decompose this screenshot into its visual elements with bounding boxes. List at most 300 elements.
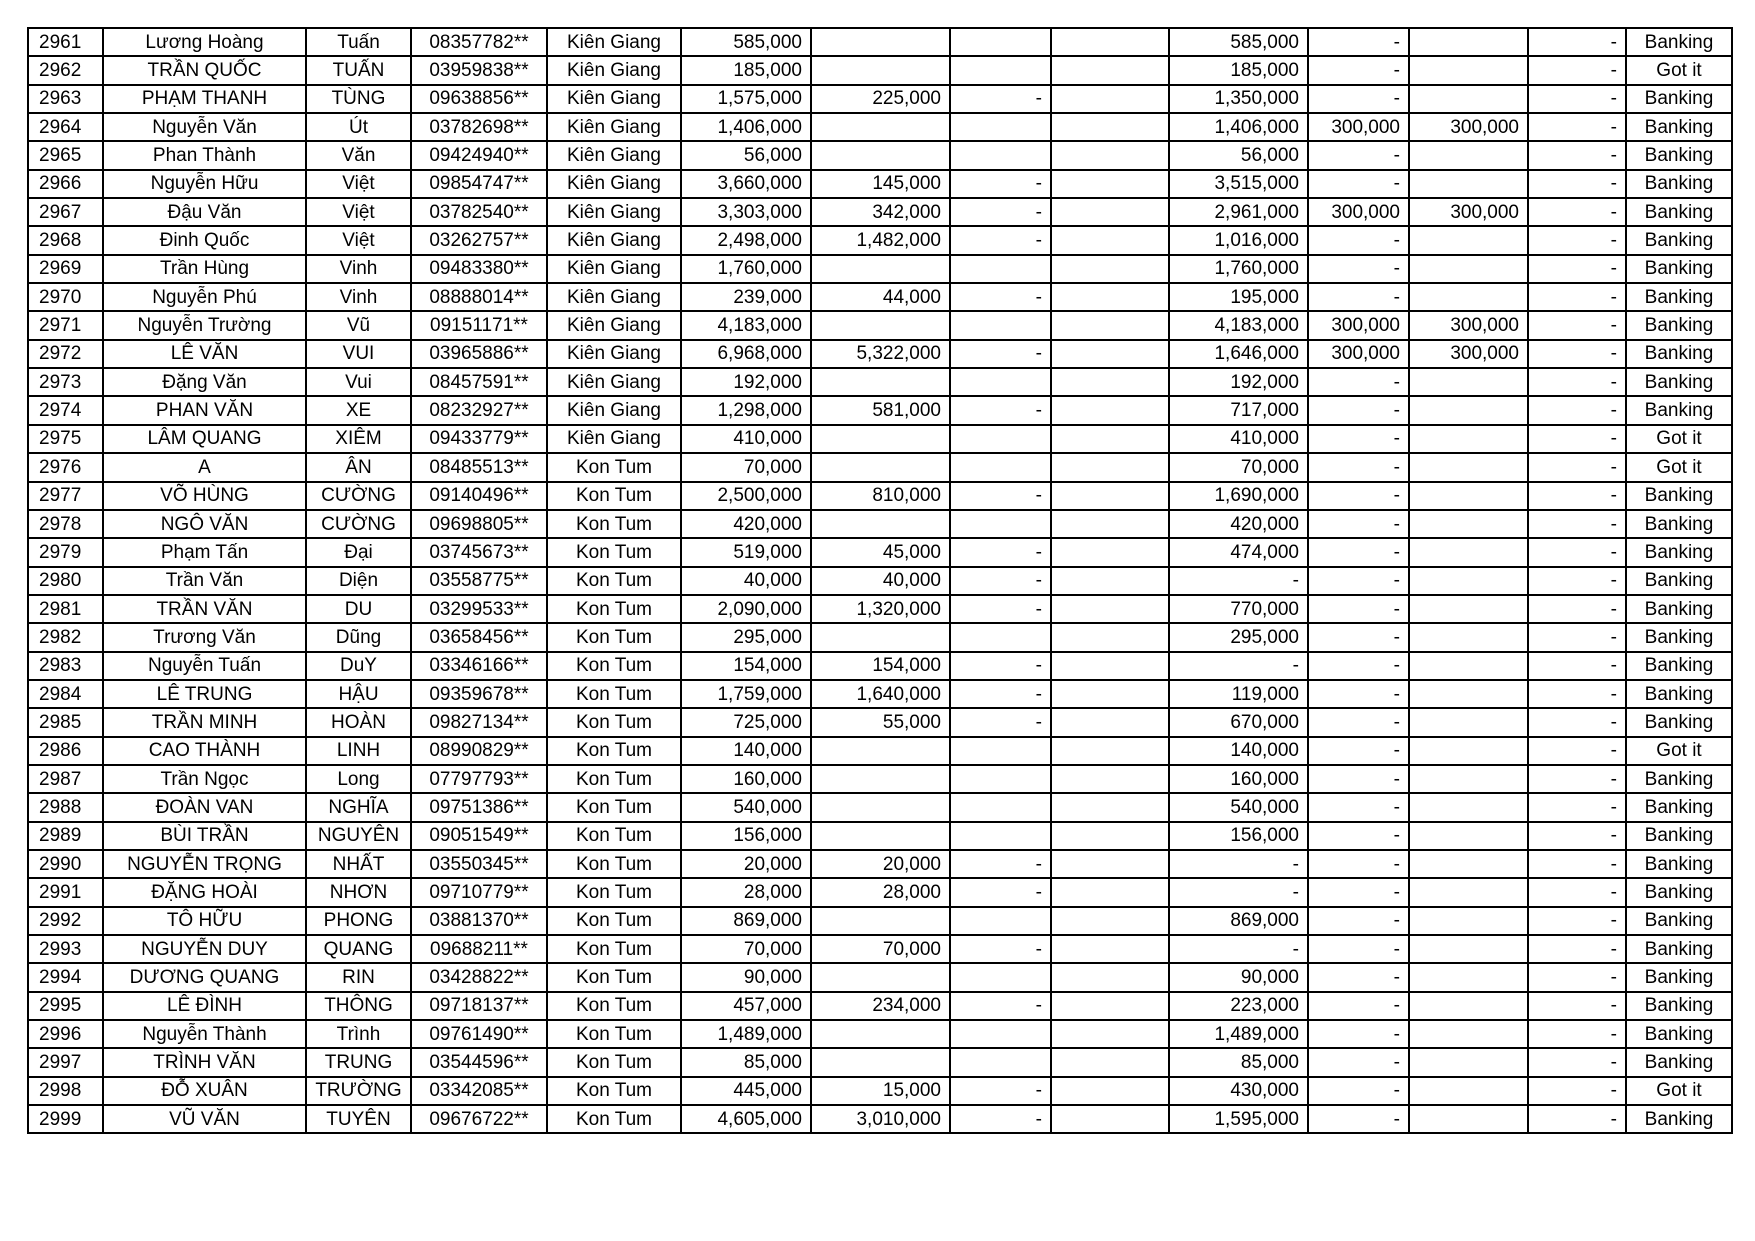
table-row xyxy=(28,56,1732,84)
cell-remaining-amount: 1,016,000 xyxy=(1169,226,1308,254)
cell-index: 2961 xyxy=(28,28,103,56)
cell-given-name: Việt xyxy=(306,198,411,226)
cell-phone: 03550345** xyxy=(411,850,547,878)
cell-payment-3: - xyxy=(1528,283,1626,311)
cell-deduction xyxy=(811,963,950,991)
cell-payment-3: - xyxy=(1528,538,1626,566)
cell-remaining-amount: 1,760,000 xyxy=(1169,255,1308,283)
cell-remaining-amount: 195,000 xyxy=(1169,283,1308,311)
cell-payment-3: - xyxy=(1528,907,1626,935)
cell-deduction-flag xyxy=(950,623,1051,651)
cell-payment-1: - xyxy=(1308,170,1409,198)
cell-index: 2970 xyxy=(28,283,103,311)
cell-blank xyxy=(1051,226,1169,254)
cell-index: 2964 xyxy=(28,113,103,141)
cell-deduction xyxy=(811,425,950,453)
cell-remaining-amount: 1,489,000 xyxy=(1169,1020,1308,1048)
cell-deduction-flag xyxy=(950,425,1051,453)
cell-given-name: Diện xyxy=(306,567,411,595)
cell-given-name: Vui xyxy=(306,368,411,396)
cell-payment-method: Banking xyxy=(1626,396,1732,424)
cell-payment-2 xyxy=(1409,822,1528,850)
cell-remaining-amount: 585,000 xyxy=(1169,28,1308,56)
cell-given-name: NGHĨA xyxy=(306,793,411,821)
cell-blank xyxy=(1051,482,1169,510)
cell-payment-3: - xyxy=(1528,1077,1626,1105)
cell-payment-1: - xyxy=(1308,425,1409,453)
cell-deduction-flag: - xyxy=(950,283,1051,311)
cell-family-name: Lương Hoàng xyxy=(103,28,306,56)
cell-given-name: TUYÊN xyxy=(306,1105,411,1133)
cell-deduction xyxy=(811,1020,950,1048)
cell-given-name: Văn xyxy=(306,141,411,169)
cell-index: 2972 xyxy=(28,340,103,368)
cell-payment-method: Banking xyxy=(1626,765,1732,793)
cell-payment-3: - xyxy=(1528,708,1626,736)
cell-given-name: ÂN xyxy=(306,453,411,481)
cell-blank xyxy=(1051,623,1169,651)
cell-blank xyxy=(1051,1020,1169,1048)
cell-payment-1: - xyxy=(1308,793,1409,821)
cell-payment-1: - xyxy=(1308,28,1409,56)
cell-payment-method: Banking xyxy=(1626,85,1732,113)
cell-remaining-amount: 90,000 xyxy=(1169,963,1308,991)
cell-payment-1: - xyxy=(1308,538,1409,566)
cell-phone: 08990829** xyxy=(411,737,547,765)
cell-payment-method: Banking xyxy=(1626,113,1732,141)
cell-deduction: 15,000 xyxy=(811,1077,950,1105)
cell-family-name: Đặng Văn xyxy=(103,368,306,396)
cell-phone: 09761490** xyxy=(411,1020,547,1048)
cell-index: 2975 xyxy=(28,425,103,453)
cell-remaining-amount: 474,000 xyxy=(1169,538,1308,566)
cell-phone: 08457591** xyxy=(411,368,547,396)
cell-deduction xyxy=(811,793,950,821)
cell-deduction-flag: - xyxy=(950,595,1051,623)
cell-deduction xyxy=(811,765,950,793)
table-row xyxy=(28,510,1732,538)
cell-payment-1: - xyxy=(1308,1077,1409,1105)
cell-deduction-flag: - xyxy=(950,850,1051,878)
cell-deduction-flag xyxy=(950,141,1051,169)
cell-payment-3: - xyxy=(1528,141,1626,169)
cell-payment-method: Banking xyxy=(1626,878,1732,906)
cell-index: 2994 xyxy=(28,963,103,991)
cell-phone: 03346166** xyxy=(411,652,547,680)
cell-phone: 09827134** xyxy=(411,708,547,736)
cell-phone: 09359678** xyxy=(411,680,547,708)
cell-payment-2 xyxy=(1409,907,1528,935)
cell-given-name: QUANG xyxy=(306,935,411,963)
cell-remaining-amount: 185,000 xyxy=(1169,56,1308,84)
cell-blank xyxy=(1051,708,1169,736)
cell-province: Kon Tum xyxy=(547,623,681,651)
table-row xyxy=(28,652,1732,680)
cell-index: 2969 xyxy=(28,255,103,283)
cell-deduction xyxy=(811,510,950,538)
cell-index: 2983 xyxy=(28,652,103,680)
table-row xyxy=(28,907,1732,935)
cell-deduction: 234,000 xyxy=(811,992,950,1020)
table-row xyxy=(28,567,1732,595)
cell-payment-3: - xyxy=(1528,680,1626,708)
cell-phone: 03342085** xyxy=(411,1077,547,1105)
cell-deduction-flag: - xyxy=(950,226,1051,254)
cell-phone: 09433779** xyxy=(411,425,547,453)
cell-family-name: TRẦN QUỐC xyxy=(103,56,306,84)
cell-province: Kon Tum xyxy=(547,793,681,821)
cell-province: Kiên Giang xyxy=(547,396,681,424)
cell-payment-2 xyxy=(1409,170,1528,198)
cell-total-amount: 140,000 xyxy=(681,737,811,765)
cell-payment-1: - xyxy=(1308,850,1409,878)
cell-remaining-amount: - xyxy=(1169,567,1308,595)
cell-payment-method: Banking xyxy=(1626,793,1732,821)
cell-payment-3: - xyxy=(1528,652,1626,680)
cell-total-amount: 90,000 xyxy=(681,963,811,991)
cell-payment-method: Got it xyxy=(1626,425,1732,453)
table-row xyxy=(28,1077,1732,1105)
cell-total-amount: 540,000 xyxy=(681,793,811,821)
cell-payment-3: - xyxy=(1528,878,1626,906)
cell-payment-1: - xyxy=(1308,567,1409,595)
cell-province: Kon Tum xyxy=(547,708,681,736)
cell-deduction-flag xyxy=(950,56,1051,84)
cell-phone: 09638856** xyxy=(411,85,547,113)
cell-deduction: 225,000 xyxy=(811,85,950,113)
cell-blank xyxy=(1051,56,1169,84)
cell-deduction xyxy=(811,368,950,396)
cell-payment-3: - xyxy=(1528,425,1626,453)
cell-payment-3: - xyxy=(1528,113,1626,141)
cell-payment-2 xyxy=(1409,226,1528,254)
cell-payment-method: Banking xyxy=(1626,510,1732,538)
cell-family-name: PHAN VĂN xyxy=(103,396,306,424)
cell-payment-1: - xyxy=(1308,652,1409,680)
cell-phone: 03428822** xyxy=(411,963,547,991)
cell-family-name: Nguyễn Tuấn xyxy=(103,652,306,680)
cell-family-name: ĐỖ XUÂN xyxy=(103,1077,306,1105)
cell-given-name: PHONG xyxy=(306,907,411,935)
cell-payment-1: - xyxy=(1308,396,1409,424)
cell-blank xyxy=(1051,453,1169,481)
cell-given-name: TÙNG xyxy=(306,85,411,113)
cell-province: Kiên Giang xyxy=(547,56,681,84)
cell-family-name: NGUYỄN DUY xyxy=(103,935,306,963)
cell-family-name: CAO THÀNH xyxy=(103,737,306,765)
cell-deduction-flag xyxy=(950,822,1051,850)
cell-payment-2 xyxy=(1409,425,1528,453)
table-row xyxy=(28,396,1732,424)
cell-blank xyxy=(1051,510,1169,538)
cell-payment-1: 300,000 xyxy=(1308,340,1409,368)
cell-remaining-amount: 717,000 xyxy=(1169,396,1308,424)
cell-payment-3: - xyxy=(1528,340,1626,368)
cell-payment-method: Banking xyxy=(1626,822,1732,850)
cell-deduction xyxy=(811,141,950,169)
cell-payment-method: Got it xyxy=(1626,737,1732,765)
cell-deduction xyxy=(811,28,950,56)
cell-given-name: Dũng xyxy=(306,623,411,651)
cell-deduction-flag: - xyxy=(950,652,1051,680)
cell-payment-1: 300,000 xyxy=(1308,198,1409,226)
cell-deduction: 3,010,000 xyxy=(811,1105,950,1133)
cell-family-name: Trần Văn xyxy=(103,567,306,595)
cell-blank xyxy=(1051,1105,1169,1133)
cell-payment-method: Banking xyxy=(1626,226,1732,254)
table-row xyxy=(28,453,1732,481)
cell-index: 2967 xyxy=(28,198,103,226)
cell-given-name: Vinh xyxy=(306,255,411,283)
cell-index: 2988 xyxy=(28,793,103,821)
cell-payment-2 xyxy=(1409,368,1528,396)
cell-payment-method: Banking xyxy=(1626,170,1732,198)
cell-index: 2991 xyxy=(28,878,103,906)
cell-phone: 08888014** xyxy=(411,283,547,311)
cell-deduction-flag xyxy=(950,737,1051,765)
cell-deduction-flag: - xyxy=(950,1077,1051,1105)
cell-blank xyxy=(1051,1048,1169,1076)
cell-family-name: Nguyễn Thành xyxy=(103,1020,306,1048)
cell-payment-2 xyxy=(1409,482,1528,510)
cell-payment-3: - xyxy=(1528,595,1626,623)
cell-province: Kiên Giang xyxy=(547,425,681,453)
table-row xyxy=(28,1048,1732,1076)
table-row xyxy=(28,737,1732,765)
cell-payment-3: - xyxy=(1528,1048,1626,1076)
cell-payment-3: - xyxy=(1528,992,1626,1020)
cell-deduction: 28,000 xyxy=(811,878,950,906)
table-row xyxy=(28,311,1732,339)
cell-payment-2: 300,000 xyxy=(1409,198,1528,226)
cell-payment-3: - xyxy=(1528,822,1626,850)
cell-payment-1: - xyxy=(1308,992,1409,1020)
table-row xyxy=(28,283,1732,311)
cell-total-amount: 192,000 xyxy=(681,368,811,396)
cell-given-name: HOÀN xyxy=(306,708,411,736)
cell-phone: 08485513** xyxy=(411,453,547,481)
cell-deduction-flag: - xyxy=(950,992,1051,1020)
cell-deduction-flag xyxy=(950,963,1051,991)
table-row xyxy=(28,878,1732,906)
cell-phone: 03745673** xyxy=(411,538,547,566)
cell-remaining-amount: 140,000 xyxy=(1169,737,1308,765)
cell-remaining-amount: 1,595,000 xyxy=(1169,1105,1308,1133)
cell-total-amount: 519,000 xyxy=(681,538,811,566)
cell-payment-3: - xyxy=(1528,567,1626,595)
cell-payment-method: Banking xyxy=(1626,28,1732,56)
cell-payment-method: Banking xyxy=(1626,963,1732,991)
cell-phone: 08357782** xyxy=(411,28,547,56)
cell-deduction-flag xyxy=(950,765,1051,793)
cell-family-name: VŨ VĂN xyxy=(103,1105,306,1133)
cell-given-name: Long xyxy=(306,765,411,793)
cell-remaining-amount: - xyxy=(1169,850,1308,878)
cell-deduction: 581,000 xyxy=(811,396,950,424)
cell-payment-method: Banking xyxy=(1626,255,1732,283)
cell-deduction: 70,000 xyxy=(811,935,950,963)
table-row xyxy=(28,595,1732,623)
cell-deduction: 1,640,000 xyxy=(811,680,950,708)
cell-deduction: 20,000 xyxy=(811,850,950,878)
cell-payment-3: - xyxy=(1528,1105,1626,1133)
cell-payment-2 xyxy=(1409,1105,1528,1133)
cell-remaining-amount: 430,000 xyxy=(1169,1077,1308,1105)
cell-index: 2986 xyxy=(28,737,103,765)
cell-remaining-amount: 1,646,000 xyxy=(1169,340,1308,368)
cell-payment-method: Got it xyxy=(1626,453,1732,481)
table-row xyxy=(28,482,1732,510)
cell-phone: 03959838** xyxy=(411,56,547,84)
cell-payment-1: - xyxy=(1308,907,1409,935)
cell-family-name: Nguyễn Trường xyxy=(103,311,306,339)
cell-payment-3: - xyxy=(1528,963,1626,991)
cell-payment-method: Banking xyxy=(1626,850,1732,878)
cell-family-name: Phan Thành xyxy=(103,141,306,169)
cell-given-name: RIN xyxy=(306,963,411,991)
cell-phone: 09676722** xyxy=(411,1105,547,1133)
cell-phone: 03558775** xyxy=(411,567,547,595)
cell-payment-1: - xyxy=(1308,1020,1409,1048)
cell-payment-2 xyxy=(1409,765,1528,793)
cell-payment-method: Banking xyxy=(1626,652,1732,680)
cell-province: Kon Tum xyxy=(547,878,681,906)
cell-phone: 03658456** xyxy=(411,623,547,651)
cell-payment-method: Banking xyxy=(1626,311,1732,339)
cell-blank xyxy=(1051,311,1169,339)
cell-payment-1: - xyxy=(1308,1048,1409,1076)
cell-blank xyxy=(1051,963,1169,991)
cell-province: Kon Tum xyxy=(547,822,681,850)
cell-total-amount: 239,000 xyxy=(681,283,811,311)
cell-blank xyxy=(1051,567,1169,595)
cell-family-name: Trần Hùng xyxy=(103,255,306,283)
cell-phone: 08232927** xyxy=(411,396,547,424)
cell-province: Kiên Giang xyxy=(547,340,681,368)
cell-index: 2971 xyxy=(28,311,103,339)
cell-remaining-amount: 85,000 xyxy=(1169,1048,1308,1076)
cell-family-name: Đinh Quốc xyxy=(103,226,306,254)
cell-index: 2962 xyxy=(28,56,103,84)
cell-family-name: A xyxy=(103,453,306,481)
cell-payment-3: - xyxy=(1528,170,1626,198)
cell-total-amount: 154,000 xyxy=(681,652,811,680)
cell-family-name: Phạm Tấn xyxy=(103,538,306,566)
cell-payment-1: - xyxy=(1308,963,1409,991)
cell-given-name: NHƠN xyxy=(306,878,411,906)
cell-phone: 03782540** xyxy=(411,198,547,226)
cell-index: 2973 xyxy=(28,368,103,396)
cell-payment-1: - xyxy=(1308,822,1409,850)
cell-payment-3: - xyxy=(1528,28,1626,56)
cell-total-amount: 445,000 xyxy=(681,1077,811,1105)
cell-payment-2 xyxy=(1409,623,1528,651)
cell-payment-2 xyxy=(1409,850,1528,878)
cell-payment-1: - xyxy=(1308,141,1409,169)
cell-total-amount: 1,760,000 xyxy=(681,255,811,283)
cell-province: Kon Tum xyxy=(547,1077,681,1105)
cell-total-amount: 869,000 xyxy=(681,907,811,935)
cell-payment-2 xyxy=(1409,935,1528,963)
cell-remaining-amount: 56,000 xyxy=(1169,141,1308,169)
cell-deduction: 154,000 xyxy=(811,652,950,680)
cell-total-amount: 410,000 xyxy=(681,425,811,453)
cell-payment-1: - xyxy=(1308,708,1409,736)
cell-blank xyxy=(1051,793,1169,821)
cell-payment-1: 300,000 xyxy=(1308,311,1409,339)
cell-remaining-amount: 770,000 xyxy=(1169,595,1308,623)
cell-given-name: TRƯỜNG xyxy=(306,1077,411,1105)
cell-deduction: 45,000 xyxy=(811,538,950,566)
cell-blank xyxy=(1051,652,1169,680)
cell-payment-1: - xyxy=(1308,255,1409,283)
cell-family-name: Đậu Văn xyxy=(103,198,306,226)
cell-total-amount: 160,000 xyxy=(681,765,811,793)
cell-payment-1: - xyxy=(1308,623,1409,651)
cell-given-name: NGUYÊN xyxy=(306,822,411,850)
cell-payment-method: Banking xyxy=(1626,992,1732,1020)
cell-payment-method: Banking xyxy=(1626,1048,1732,1076)
cell-phone: 09698805** xyxy=(411,510,547,538)
cell-payment-2 xyxy=(1409,85,1528,113)
cell-remaining-amount: 192,000 xyxy=(1169,368,1308,396)
cell-phone: 03299533** xyxy=(411,595,547,623)
cell-family-name: TRẦN VĂN xyxy=(103,595,306,623)
cell-total-amount: 1,759,000 xyxy=(681,680,811,708)
cell-payment-2 xyxy=(1409,652,1528,680)
cell-family-name: PHẠM THANH xyxy=(103,85,306,113)
cell-index: 2968 xyxy=(28,226,103,254)
cell-payment-1: - xyxy=(1308,368,1409,396)
cell-blank xyxy=(1051,170,1169,198)
cell-deduction xyxy=(811,113,950,141)
cell-payment-method: Banking xyxy=(1626,708,1732,736)
cell-payment-2: 300,000 xyxy=(1409,340,1528,368)
cell-province: Kon Tum xyxy=(547,935,681,963)
cell-family-name: Trương Văn xyxy=(103,623,306,651)
cell-index: 2985 xyxy=(28,708,103,736)
cell-given-name: CƯỜNG xyxy=(306,482,411,510)
cell-deduction-flag xyxy=(950,28,1051,56)
cell-total-amount: 1,489,000 xyxy=(681,1020,811,1048)
cell-payment-1: - xyxy=(1308,226,1409,254)
cell-payment-method: Banking xyxy=(1626,1020,1732,1048)
cell-family-name: Trần Ngọc xyxy=(103,765,306,793)
cell-payment-2 xyxy=(1409,1020,1528,1048)
cell-remaining-amount: 4,183,000 xyxy=(1169,311,1308,339)
cell-phone: 03782698** xyxy=(411,113,547,141)
cell-index: 2999 xyxy=(28,1105,103,1133)
cell-given-name: XE xyxy=(306,396,411,424)
cell-given-name: DU xyxy=(306,595,411,623)
cell-payment-2: 300,000 xyxy=(1409,113,1528,141)
cell-family-name: LÂM QUANG xyxy=(103,425,306,453)
table-row xyxy=(28,850,1732,878)
cell-deduction: 145,000 xyxy=(811,170,950,198)
cell-payment-3: - xyxy=(1528,396,1626,424)
cell-deduction-flag: - xyxy=(950,538,1051,566)
cell-payment-method: Banking xyxy=(1626,368,1732,396)
cell-phone: 09688211** xyxy=(411,935,547,963)
cell-blank xyxy=(1051,113,1169,141)
cell-family-name: LÊ TRUNG xyxy=(103,680,306,708)
cell-deduction-flag: - xyxy=(950,198,1051,226)
cell-phone: 09718137** xyxy=(411,992,547,1020)
cell-payment-1: - xyxy=(1308,1105,1409,1133)
cell-blank xyxy=(1051,992,1169,1020)
cell-phone: 09751386** xyxy=(411,793,547,821)
cell-payment-method: Banking xyxy=(1626,935,1732,963)
